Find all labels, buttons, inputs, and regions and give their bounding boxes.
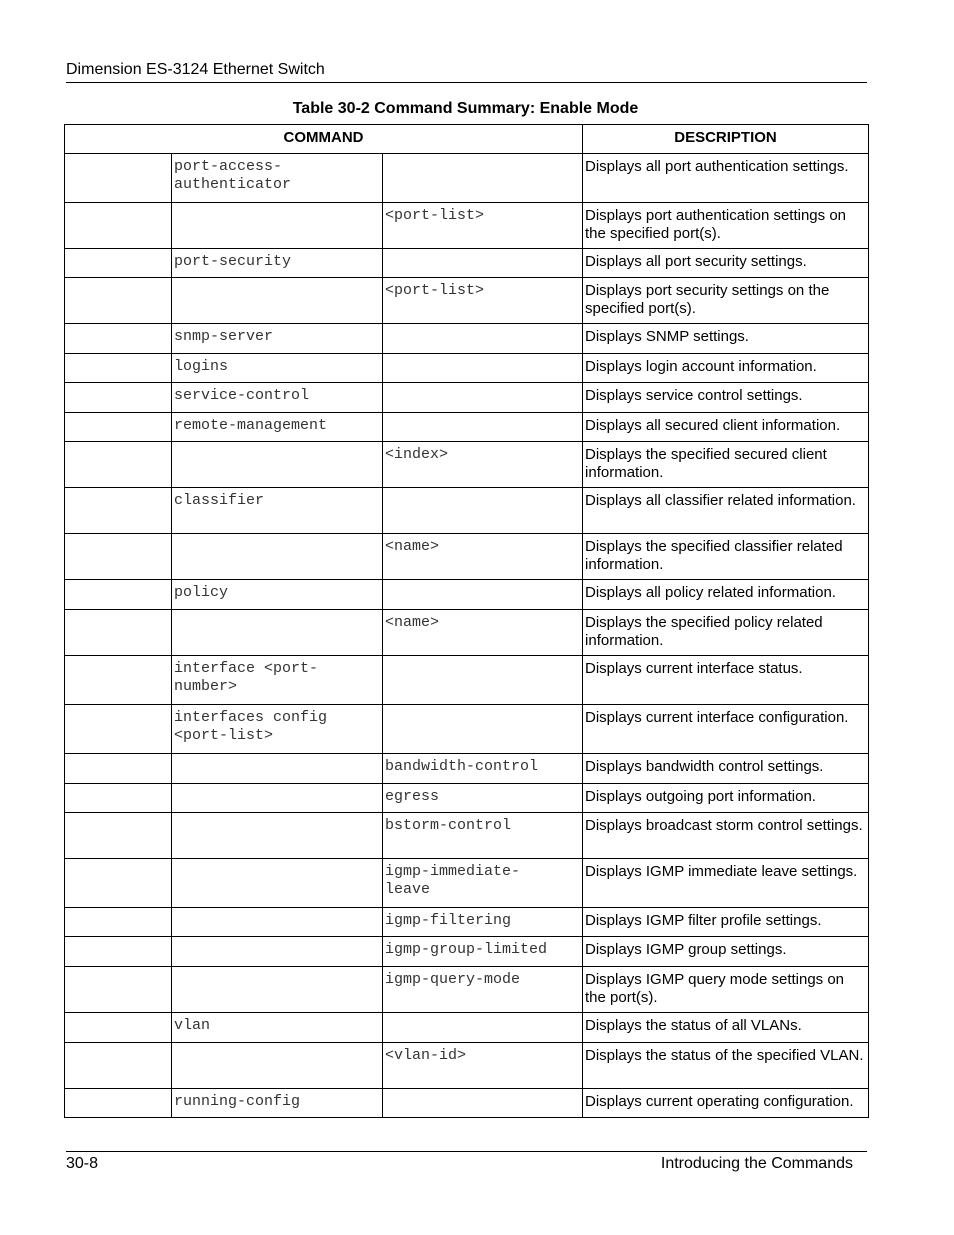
row-indent-cell xyxy=(65,383,172,413)
table-row xyxy=(65,203,869,249)
command-keyword-cell: service-control xyxy=(172,383,383,413)
command-keyword-cell xyxy=(172,908,383,937)
table-row xyxy=(65,967,869,1013)
command-keyword-cell xyxy=(172,813,383,859)
command-keyword-cell: policy xyxy=(172,580,383,610)
command-keyword-cell: interface <port- number> xyxy=(172,656,383,705)
command-argument-cell: egress xyxy=(383,784,583,813)
command-argument-cell: bandwidth-control xyxy=(383,754,583,784)
command-argument-cell xyxy=(383,154,583,203)
description-cell: Displays login account information. xyxy=(583,354,869,383)
command-argument-cell: <port-list> xyxy=(383,203,583,249)
table-row xyxy=(65,1043,869,1089)
command-keyword-cell: snmp-server xyxy=(172,324,383,354)
table-row xyxy=(65,813,869,859)
description-cell: Displays port authentication settings on the specified port(s). xyxy=(583,203,869,249)
description-cell: Displays outgoing port information. xyxy=(583,784,869,813)
row-indent-cell xyxy=(65,154,172,203)
table-row xyxy=(65,754,869,784)
command-keyword-cell: port-security xyxy=(172,249,383,278)
description-cell: Displays all secured client information. xyxy=(583,413,869,442)
command-column-header: COMMAND xyxy=(65,125,583,154)
description-cell: Displays SNMP settings. xyxy=(583,324,869,354)
command-argument-cell xyxy=(383,383,583,413)
page-header xyxy=(66,60,867,83)
command-argument-cell xyxy=(383,249,583,278)
command-summary-table xyxy=(64,124,869,1118)
description-cell: Displays the specified secured client information. xyxy=(583,442,869,488)
description-cell: Displays IGMP group settings. xyxy=(583,937,869,967)
table-row xyxy=(65,784,869,813)
command-keyword-cell: interfaces config <port-list> xyxy=(172,705,383,754)
description-cell: Displays all classifier related information. xyxy=(583,488,869,534)
command-argument-cell: <index> xyxy=(383,442,583,488)
table-row xyxy=(65,413,869,442)
row-indent-cell xyxy=(65,813,172,859)
document-title: Dimension ES-3124 Ethernet Switch xyxy=(66,61,325,78)
table-title: Table 30-2 Command Summary: Enable Mode xyxy=(292,100,639,117)
description-column-header: DESCRIPTION xyxy=(583,125,869,154)
command-argument-cell: <vlan-id> xyxy=(383,1043,583,1089)
description-cell: Displays all policy related information. xyxy=(583,580,869,610)
command-argument-cell xyxy=(383,324,583,354)
command-argument-cell xyxy=(383,354,583,383)
command-keyword-cell xyxy=(172,937,383,967)
command-argument-cell: <name> xyxy=(383,534,583,580)
row-indent-cell xyxy=(65,534,172,580)
table-row xyxy=(65,1089,869,1118)
command-keyword-cell: remote-management xyxy=(172,413,383,442)
table-row xyxy=(65,324,869,354)
row-indent-cell xyxy=(65,967,172,1013)
description-cell: Displays IGMP filter profile settings. xyxy=(583,908,869,937)
command-argument-cell: igmp-filtering xyxy=(383,908,583,937)
command-keyword-cell xyxy=(172,278,383,324)
description-cell: Displays current interface status. xyxy=(583,656,869,705)
command-keyword-cell xyxy=(172,967,383,1013)
command-argument-cell: igmp-immediate- leave xyxy=(383,859,583,908)
page-number: 30-8 xyxy=(66,1155,99,1172)
command-argument-cell xyxy=(383,580,583,610)
table-row xyxy=(65,534,869,580)
row-indent-cell xyxy=(65,656,172,705)
description-cell: Displays all port security settings. xyxy=(583,249,869,278)
table-row xyxy=(65,859,869,908)
description-cell: Displays the status of the specified VLAN. xyxy=(583,1043,869,1089)
row-indent-cell xyxy=(65,1043,172,1089)
command-keyword-cell: port-access- authenticator xyxy=(172,154,383,203)
row-indent-cell xyxy=(65,859,172,908)
description-cell: Displays the specified policy related information. xyxy=(583,610,869,656)
row-indent-cell xyxy=(65,1013,172,1043)
table-row xyxy=(65,249,869,278)
row-indent-cell xyxy=(65,203,172,249)
command-argument-cell xyxy=(383,1013,583,1043)
command-argument-cell xyxy=(383,488,583,534)
table-row xyxy=(65,705,869,754)
description-cell: Displays the status of all VLANs. xyxy=(583,1013,869,1043)
row-indent-cell xyxy=(65,705,172,754)
section-title: Introducing the Commands xyxy=(660,1155,853,1172)
command-argument-cell: <port-list> xyxy=(383,278,583,324)
description-cell: Displays IGMP immediate leave settings. xyxy=(583,859,869,908)
command-keyword-cell: classifier xyxy=(172,488,383,534)
table-header-row xyxy=(65,125,869,154)
page-footer xyxy=(66,1151,867,1172)
command-keyword-cell xyxy=(172,754,383,784)
command-keyword-cell: running-config xyxy=(172,1089,383,1118)
table-row xyxy=(65,656,869,705)
table-row xyxy=(65,354,869,383)
row-indent-cell xyxy=(65,754,172,784)
row-indent-cell xyxy=(65,937,172,967)
command-keyword-cell xyxy=(172,203,383,249)
table-row xyxy=(65,580,869,610)
command-keyword-cell xyxy=(172,859,383,908)
row-indent-cell xyxy=(65,413,172,442)
table-row xyxy=(65,610,869,656)
table-row xyxy=(65,442,869,488)
command-argument-cell xyxy=(383,1089,583,1118)
description-cell: Displays port security settings on the specified port(s). xyxy=(583,278,869,324)
row-indent-cell xyxy=(65,488,172,534)
table-row xyxy=(65,488,869,534)
command-argument-cell xyxy=(383,705,583,754)
row-indent-cell xyxy=(65,278,172,324)
table-row xyxy=(65,278,869,324)
table-row xyxy=(65,908,869,937)
row-indent-cell xyxy=(65,354,172,383)
table-row xyxy=(65,937,869,967)
command-keyword-cell: logins xyxy=(172,354,383,383)
command-keyword-cell xyxy=(172,610,383,656)
command-keyword-cell xyxy=(172,534,383,580)
description-cell: Displays service control settings. xyxy=(583,383,869,413)
command-keyword-cell: vlan xyxy=(172,1013,383,1043)
command-argument-cell: igmp-group-limited xyxy=(383,937,583,967)
row-indent-cell xyxy=(65,908,172,937)
row-indent-cell xyxy=(65,249,172,278)
row-indent-cell xyxy=(65,580,172,610)
description-cell: Displays current interface configuration. xyxy=(583,705,869,754)
table-row xyxy=(65,1013,869,1043)
row-indent-cell xyxy=(65,784,172,813)
row-indent-cell xyxy=(65,324,172,354)
table-row xyxy=(65,154,869,203)
table-row xyxy=(65,383,869,413)
table-body xyxy=(65,154,869,1118)
row-indent-cell xyxy=(65,442,172,488)
command-argument-cell: <name> xyxy=(383,610,583,656)
description-cell: Displays broadcast storm control settings. xyxy=(583,813,869,859)
description-cell: Displays IGMP query mode settings on the port(s). xyxy=(583,967,869,1013)
command-argument-cell: bstorm-control xyxy=(383,813,583,859)
description-cell: Displays all port authentication settings. xyxy=(583,154,869,203)
command-argument-cell xyxy=(383,413,583,442)
description-cell: Displays current operating configuration. xyxy=(583,1089,869,1118)
command-keyword-cell xyxy=(172,784,383,813)
row-indent-cell xyxy=(65,1089,172,1118)
description-cell: Displays bandwidth control settings. xyxy=(583,754,869,784)
row-indent-cell xyxy=(65,610,172,656)
command-argument-cell: igmp-query-mode xyxy=(383,967,583,1013)
command-keyword-cell xyxy=(172,442,383,488)
command-keyword-cell xyxy=(172,1043,383,1089)
description-cell: Displays the specified classifier related information. xyxy=(583,534,869,580)
command-argument-cell xyxy=(383,656,583,705)
